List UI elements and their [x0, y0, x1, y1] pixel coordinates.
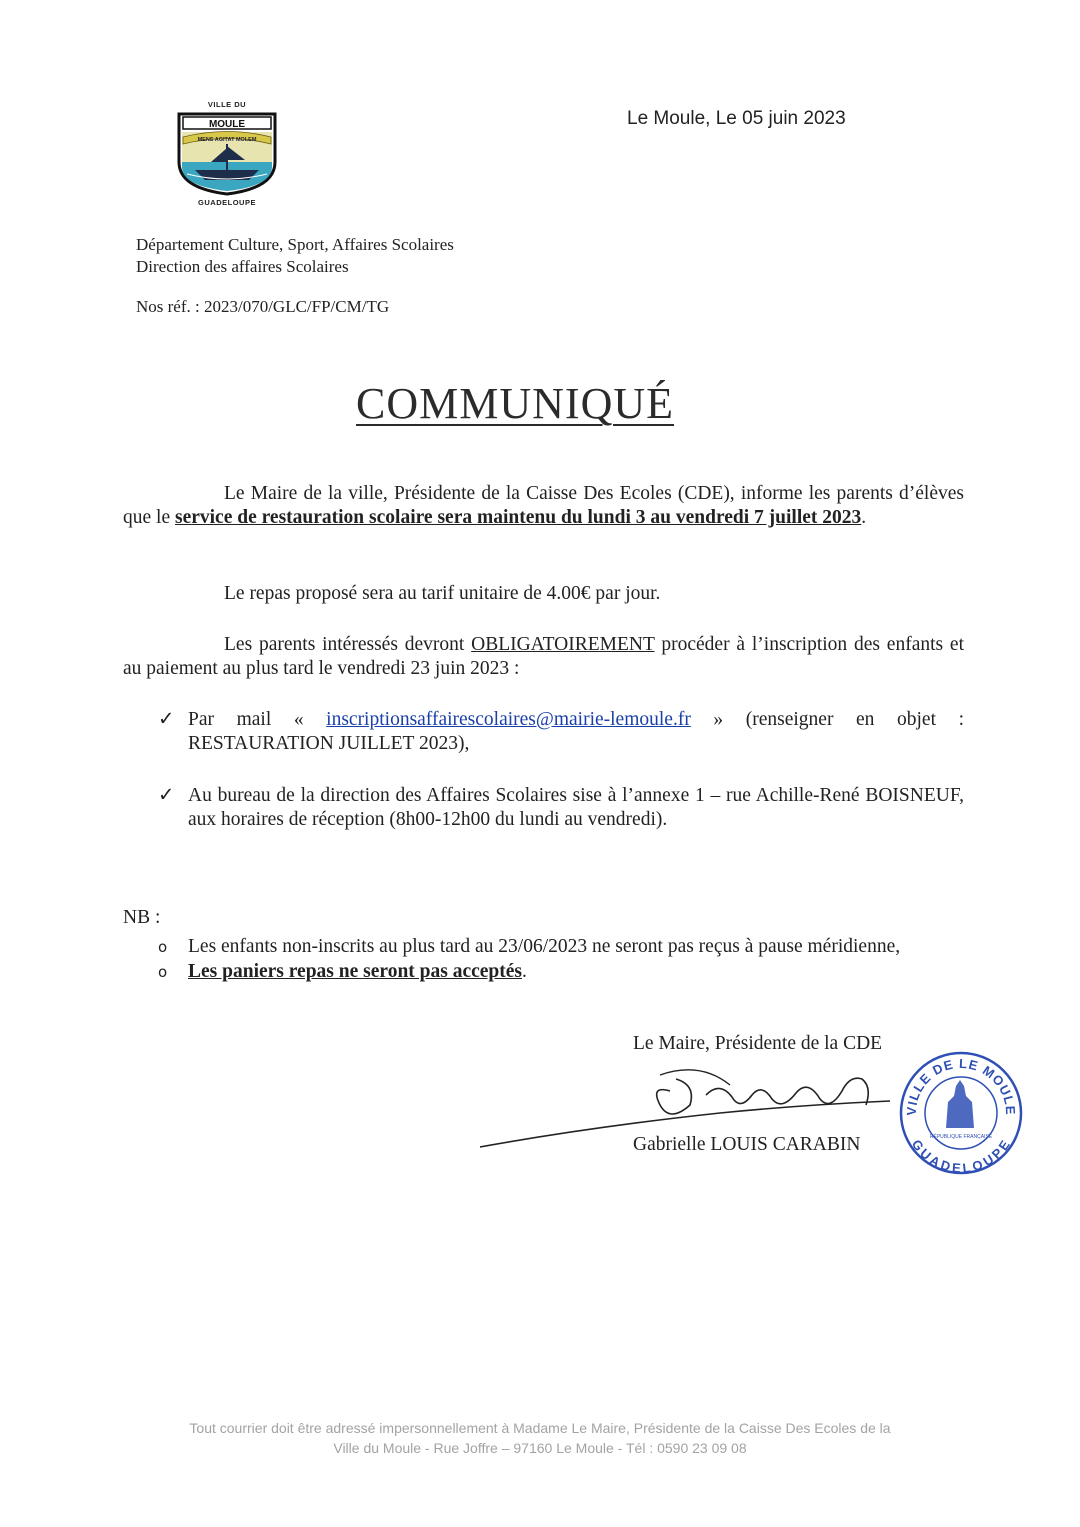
nb-item-end: . — [522, 961, 527, 982]
paragraph-intro-highlight: service de restauration scolaire sera maintenu du lundi 3 au vendredi 7 juillet 2023 — [174, 507, 862, 528]
list-item — [158, 708, 964, 758]
footer-line2: Ville du Moule - Rue Joffre – 97160 Le Moule - Tél : 0590 23 09 08 — [333, 1440, 747, 1456]
city-logo — [172, 100, 282, 210]
checkmark-icon: ✓ — [158, 785, 175, 806]
paragraph-registration-emphasis: OBLIGATOIREMENT — [471, 634, 655, 655]
nb-item-emphasis: Les paniers repas ne seront pas acceptés — [188, 961, 523, 982]
footer-line1: Tout courrier doit être adressé impersonnellement à Madame Le Maire, Présidente de la Caisse Des Ecoles de la — [189, 1420, 891, 1436]
paragraph-intro — [123, 482, 964, 530]
logo-motto: MENS AGITAT MOLEM — [197, 137, 257, 143]
email-link[interactable]: inscriptionsaffairescolaires@mairie-lemoule.fr — [326, 709, 691, 730]
signer-name: Gabrielle LOUIS CARABIN — [633, 1134, 861, 1155]
stamp-middle-text: RÉPUBLIQUE FRANÇAISE — [929, 1134, 993, 1140]
list-item-text-end: » (renseigner en objet : RESTAURATION JUILLET 2023), — [188, 709, 965, 754]
checkmark-icon: ✓ — [158, 709, 175, 730]
svg-text:GUADELOUPE — [909, 1137, 1013, 1176]
paragraph-intro-end: . — [861, 507, 867, 528]
date-line: Le Moule, Le 05 juin 2023 — [627, 108, 846, 129]
nb-label: NB : — [123, 907, 161, 928]
nb-item-text — [188, 960, 964, 984]
logo-bottom-text: GUADELOUPE — [198, 198, 256, 207]
logo-banner: MOULE — [208, 119, 246, 130]
logo-top-text: VILLE DU — [207, 100, 247, 109]
list-item — [158, 784, 964, 834]
nb-item-text: Les enfants non-inscrits au plus tard au 23/06/2023 ne seront pas reçus à pause méridienne, — [188, 936, 901, 957]
department-line2: Direction des affaires Scolaires — [136, 257, 349, 276]
footer — [100, 1418, 980, 1458]
paragraph-registration-end: procéder à l’inscription des enfants et au paiement au plus tard le vendredi 23 juin 2023 : — [123, 634, 965, 679]
paragraph-registration — [123, 633, 964, 681]
coat-of-arms-icon — [175, 112, 279, 196]
nb-item — [158, 960, 964, 986]
circle-bullet-icon: o — [158, 938, 168, 956]
list-item-text: Au bureau de la direction des Affaires Scolaires sise à l’annexe 1 – rue Achille-René BOISNEUF, aux horaires de réception (8h00-12h00 du lundi au vendredi). — [188, 785, 964, 830]
signer-title: Le Maire, Présidente de la CDE — [633, 1033, 883, 1054]
paragraph-price: Le repas proposé sera au tarif unitaire de 4.00€ par jour. — [224, 583, 661, 604]
official-stamp-icon — [898, 1050, 1024, 1176]
nb-item — [158, 935, 964, 961]
department-block — [136, 234, 454, 278]
stamp-bottom-text: GUADELOUPE — [908, 1136, 1014, 1176]
page-title: COMMUNIQUÉ — [356, 379, 674, 428]
department-line1: Département Culture, Sport, Affaires Scolaires — [136, 235, 454, 254]
circle-bullet-icon: o — [158, 963, 168, 981]
list-item-text-start: Par mail « — [188, 709, 327, 730]
list-item-text — [188, 708, 964, 756]
reference: Nos réf. : 2023/070/GLC/FP/CM/TG — [136, 297, 390, 316]
stamp-top-text: VILLE DE LE MOULE — [903, 1055, 1019, 1116]
paragraph-intro-start: Le Maire de la ville, Présidente de la Caisse Des Ecoles (CDE), informe les parents d’élèves que le — [123, 483, 964, 528]
paragraph-registration-start: Les parents intéressés devront — [224, 634, 472, 655]
